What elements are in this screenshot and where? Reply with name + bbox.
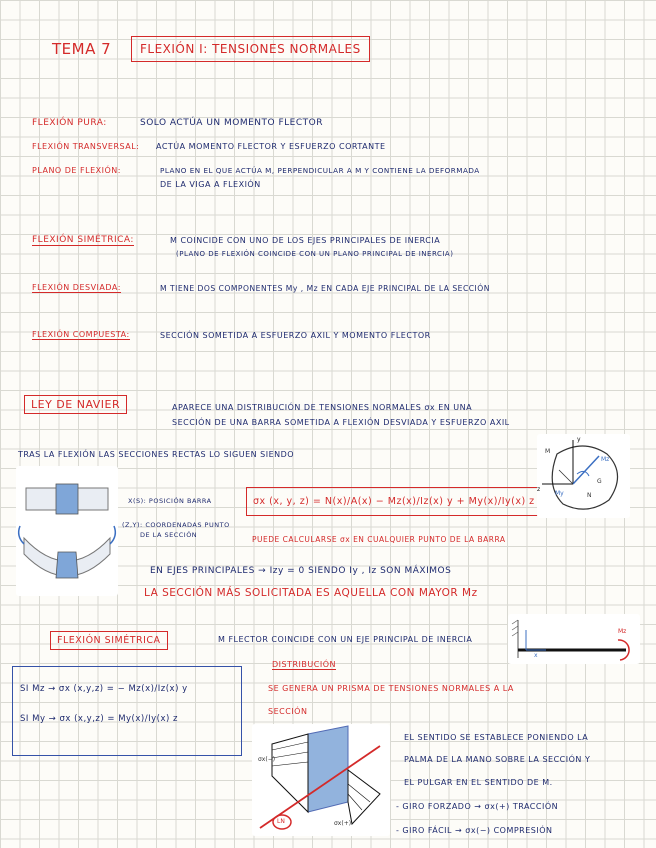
navier-title: LEY DE NAVIER xyxy=(24,395,127,414)
def-text-pura: SOLO ACTÚA UN MOMENTO FLECTOR xyxy=(140,118,323,128)
type-note-simetrica: (PLANO DE FLEXIÓN COINCIDE CON UN PLANO PRINCIPAL DE INERCIA) xyxy=(176,250,454,258)
sense-text-2: PALMA DE LA MANO SOBRE LA SECCIÓN Y xyxy=(404,755,591,764)
navier-note: PUEDE CALCULARSE σx EN CUALQUIER PUNTO DE LA BARRA xyxy=(252,535,506,544)
navier-principal: EN EJES PRINCIPALES → Izy = 0 SIENDO Iy , Iz SON MÁXIMOS xyxy=(150,566,452,576)
navier-desc-2: SECCIÓN DE UNA BARRA SOMETIDA A FLEXIÓN DESVIADA Y ESFUERZO AXIL xyxy=(172,418,510,427)
cantilever-figure xyxy=(508,614,640,664)
def-text-plano: PLANO EN EL QUE ACTÚA M, PERPENDICULAR A M Y CONTIENE LA DEFORMADA xyxy=(160,166,480,175)
type-term-desviada: FLEXIÓN DESVIADA: xyxy=(32,283,121,292)
turn-easy: - GIRO FÁCIL → σx(−) COMPRESIÓN xyxy=(396,826,553,835)
type-text-compuesta: SECCIÓN SOMETIDA A ESFUERZO AXIL Y MOMENTO FLECTOR xyxy=(160,331,431,340)
navier-formula: σx (x, y, z) = N(x)/A(x) − Mz(x)/Iz(x) y + My(x)/Iy(x) z xyxy=(246,487,542,516)
def-text-plano-2: DE LA VIGA A FLEXIÓN xyxy=(160,180,261,189)
case-mz: SI Mz → σx (x,y,z) = − Mz(x)/Iz(x) y xyxy=(20,684,188,694)
fig-label-ln: LN xyxy=(277,818,285,825)
sense-text-3: EL PULGAR EN EL SENTIDO DE M. xyxy=(404,778,553,787)
distribution-title: DISTRIBUCIÓN xyxy=(272,660,336,669)
fig-label-mz: Mz xyxy=(601,456,610,463)
def-term-transversal: FLEXIÓN TRANSVERSAL: xyxy=(32,142,140,151)
navier-var-1: X(S): POSICIÓN BARRA xyxy=(128,497,212,505)
type-term-simetrica: FLEXIÓN SIMÉTRICA: xyxy=(32,235,134,245)
navier-conclusion: LA SECCIÓN MÁS SOLICITADA ES AQUELLA CON MAYOR Mz xyxy=(144,587,478,599)
sense-text-1: EL SENTIDO SE ESTABLECE PONIENDO LA xyxy=(404,733,589,742)
topic-label: TEMA 7 xyxy=(52,40,112,58)
fig-label-pos: σx(+) xyxy=(334,820,352,827)
def-text-transversal: ACTÚA MOMENTO FLECTOR Y ESFUERZO CORTANTE xyxy=(156,142,386,151)
type-text-simetrica: M COINCIDE CON UNO DE LOS EJES PRINCIPALES DE INERCIA xyxy=(170,236,441,245)
fig-label-my: My xyxy=(555,490,564,497)
def-term-pura: FLEXIÓN PURA: xyxy=(32,118,107,128)
symmetric-title: FLEXIÓN SIMÉTRICA xyxy=(50,631,168,650)
fig-label-z: z xyxy=(537,486,541,493)
fig-label-neg: σx(−) xyxy=(258,756,276,763)
def-term-plano: PLANO DE FLEXIÓN: xyxy=(32,166,121,175)
stress-prism-figure xyxy=(252,724,390,836)
fig-label-y: y xyxy=(577,436,581,443)
type-text-desviada: M TIENE DOS COMPONENTES My , Mz EN CADA EJE PRINCIPAL DE LA SECCIÓN xyxy=(160,284,490,293)
fig-label-n: N xyxy=(587,492,592,499)
fig-label-x: x xyxy=(534,652,538,659)
distribution-text-2: SECCIÓN xyxy=(268,707,308,716)
symmetric-desc: M FLECTOR COINCIDE CON UN EJE PRINCIPAL DE INERCIA xyxy=(218,635,473,644)
fig-label-mz-cantilever: Mz xyxy=(618,628,627,635)
navier-var-2b: DE LA SECCIÓN xyxy=(140,531,198,539)
navier-desc-1: APARECE UNA DISTRIBUCIÓN DE TENSIONES NORMALES σx EN UNA xyxy=(172,403,473,412)
navier-var-2: (Z,Y): COORDENADAS PUNTO xyxy=(122,521,230,529)
cases-box xyxy=(12,666,242,756)
fig-label-g: G xyxy=(597,478,602,485)
page-title: FLEXIÓN I: TENSIONES NORMALES xyxy=(131,36,370,62)
navier-intro: TRAS LA FLEXIÓN LAS SECCIONES RECTAS LO SIGUEN SIENDO xyxy=(18,450,295,459)
type-term-compuesta: FLEXIÓN COMPUESTA: xyxy=(32,330,130,339)
case-my: SI My → σx (x,y,z) = My(x)/Iy(x) z xyxy=(20,714,178,724)
distribution-text-1: SE GENERA UN PRISMA DE TENSIONES NORMALES A LA xyxy=(268,684,514,693)
turn-forced: - GIRO FORZADO → σx(+) TRACCIÓN xyxy=(396,802,559,811)
beam-deformation-figure xyxy=(16,466,118,596)
section-moment-figure xyxy=(537,434,630,518)
fig-label-m: M xyxy=(545,448,551,455)
